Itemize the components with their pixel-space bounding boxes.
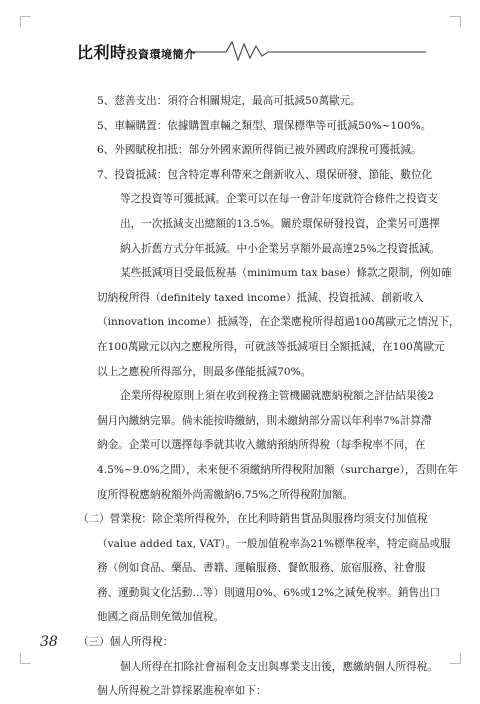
text-line: 企業所得稅原則上須在收到稅務主管機關就應納稅額之評估結果後2 <box>120 390 434 403</box>
section-heading: （二）營業稅：除企業所得稅外，在比利時銷售貨品與服務均須支付加值稅 <box>78 513 428 526</box>
text-line: 務、運動與文化活動…等）則適用0%、6%或12%之減免稅率。銷售出口 <box>97 586 441 599</box>
text-line: 在100萬歐元以內之應稅所得，可就該等抵減項目全額抵減，在100萬歐元 <box>97 340 445 353</box>
text-line: 出，一次抵減支出總額的13.5%。關於環保研發投資，企業另可選擇 <box>120 217 440 230</box>
text-line: 等之投資等可獲抵減。企業可以在每一會計年度就符合條件之投資支 <box>120 193 438 206</box>
header-heartbeat-line <box>186 38 426 62</box>
text-line: 7、投資抵減：包含特定專利帶來之創新收入、環保研發、節能、數位化 <box>97 168 433 181</box>
crop-mark <box>20 653 31 664</box>
text-line: 度所得稅應納稅額外尚需繳納6.75%之所得稅附加額。 <box>97 488 354 501</box>
text-line: 5、慈善支出：須符合相關規定，最高可抵減50萬歐元。 <box>97 95 361 107</box>
text-line: 個人所得稅之計算採累進稅率如下： <box>97 685 267 698</box>
text-line: 個月內繳納完畢。倘未能按時繳納，則未繳納部分需以年利率7%計算滯 <box>97 414 432 427</box>
text-line: 納金。企業可以選擇每季就其收入繳納預納所得稅（每季稅率不同，在 <box>97 439 426 452</box>
page-number: 38 <box>40 634 58 650</box>
crop-mark <box>20 16 31 27</box>
text-line: 5、車輛購置：依據購置車輛之類型、環保標準等可抵減50%~100%。 <box>97 119 432 132</box>
text-line: 納入折舊方式分年抵減。中小企業另享額外最高達25%之投資抵減。 <box>120 242 441 255</box>
section-heading: （三）個人所得稅： <box>78 636 174 649</box>
text-line: 6、外國賦稅扣抵：部分外國來源所得倘已被外國政府課稅可獲抵減。 <box>97 144 422 157</box>
text-line: （value added tax, VAT）。一般加值稅率為21%標準稅率，特定商品或服 <box>97 537 451 550</box>
document-body <box>78 89 460 704</box>
text-line: 他國之商品則免徵加值稅。 <box>97 611 225 624</box>
header-title-main: 比利時 <box>77 43 127 62</box>
text-line: 以上之應稅所得部分，則最多僅能抵減70%。 <box>97 365 312 378</box>
text-line: 個人所得在扣除社會福利金支出與專業支出後，應繳納個人所得稅。 <box>120 660 438 673</box>
header-title <box>77 40 196 63</box>
text-line: 切納稅所得（definitely taxed income）抵減、投資抵減、創新收入 <box>97 291 424 304</box>
page-header <box>0 0 480 70</box>
crop-mark <box>450 653 461 664</box>
text-line: 某些抵減項目受最低稅基（minimum tax base）條款之限制，例如確 <box>120 267 452 280</box>
text-line: 4.5%~9.0%之間），未來便不須繳納所得稅附加額（surcharge），否則在年 <box>97 463 458 476</box>
header-title-sub: 投資環境簡介 <box>126 48 196 61</box>
text-line: 務（例如食品、藥品、書籍、運輸服務、餐飲服務、旅宿服務、社會服 <box>97 562 426 575</box>
crop-mark <box>450 16 461 27</box>
text-line: （innovation income）抵減等，在企業應稅所得超過100萬歐元之情況下， <box>97 316 460 329</box>
